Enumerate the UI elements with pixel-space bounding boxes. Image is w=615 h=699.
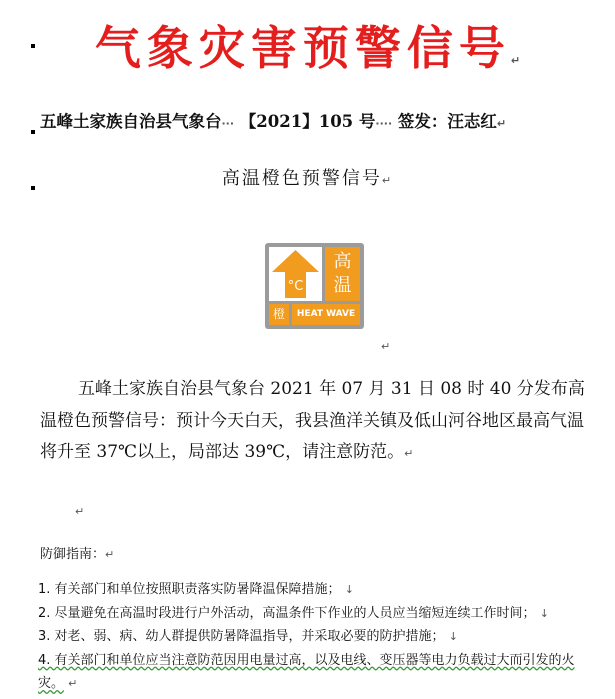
guidance-item-text: 1. 有关部门和单位按照职责落实防暑降温保障措施； (38, 582, 341, 597)
temperature-arrow-icon (269, 247, 322, 301)
guidance-item-3 (38, 625, 613, 649)
line-break-mark: ↓ (448, 630, 458, 644)
signal-color-badge: 橙 (269, 304, 289, 325)
issue-line (40, 108, 610, 132)
line-break-mark: ↓ (344, 583, 354, 596)
guidance-item-4 (38, 649, 586, 696)
paragraph-mark: ↵ (68, 677, 78, 691)
guidance-list (38, 578, 613, 696)
guidance-heading-text: 防御指南： (40, 547, 106, 562)
signal-caption: HEAT WAVE (292, 304, 360, 325)
heat-wave-orange-signal-icon (265, 243, 364, 329)
document-title-text: 气象灾害预警信号 (94, 21, 511, 75)
paragraph-mark: ↵ (381, 340, 391, 353)
paragraph-mark: ↵ (404, 447, 414, 460)
guidance-heading (40, 543, 114, 562)
margin-bullet (31, 130, 35, 134)
guidance-item-1 (38, 578, 613, 602)
paragraph-mark: ↵ (496, 117, 507, 130)
signal-subtitle (0, 164, 615, 190)
warning-paragraph (40, 374, 590, 470)
guidance-item-text: 4. 有关部门和单位应当注意防范因用电量过高，以及电线、变压器等电力负载过大而引发的火灾。 (38, 652, 575, 692)
warning-paragraph-text: 五峰土家族自治县气象台 2021 年 07 月 31 日 08 时 40 分发布高温橙色预警信号：预计今天白天，我县渔洋关镇及低山河谷地区最高气温将升至 37℃以上，局部达 39℃，请注意防范。 (40, 379, 585, 462)
signer: 签发：汪志红 (397, 112, 497, 131)
guidance-item-2 (38, 602, 613, 626)
issue-number: 【2021】105 号 (239, 112, 376, 131)
issuing-station: 五峰土家族自治县气象台 (40, 112, 222, 131)
paragraph-mark: ↵ (105, 548, 115, 561)
guidance-item-text: 3. 对老、弱、病、幼人群提供防暑降温指导，并采取必要的防护措施； (38, 629, 445, 645)
guidance-item-text: 2. 尽量避免在高温时段进行户外活动，高温条件下作业的人员应当缩短连续工作时间； (38, 605, 536, 621)
space-dots: ··· (221, 117, 235, 130)
paragraph-mark: ↵ (510, 54, 521, 67)
paragraph-mark: ↵ (381, 174, 394, 187)
signal-label: 高温 (325, 247, 360, 301)
document-title (0, 12, 615, 78)
paragraph-mark: ↵ (75, 505, 85, 518)
signal-subtitle-text: 高温橙色预警信号 (221, 168, 382, 189)
line-break-mark: ↓ (539, 606, 549, 620)
celsius-symbol: °C (287, 279, 304, 294)
space-dots: ···· (375, 117, 393, 130)
